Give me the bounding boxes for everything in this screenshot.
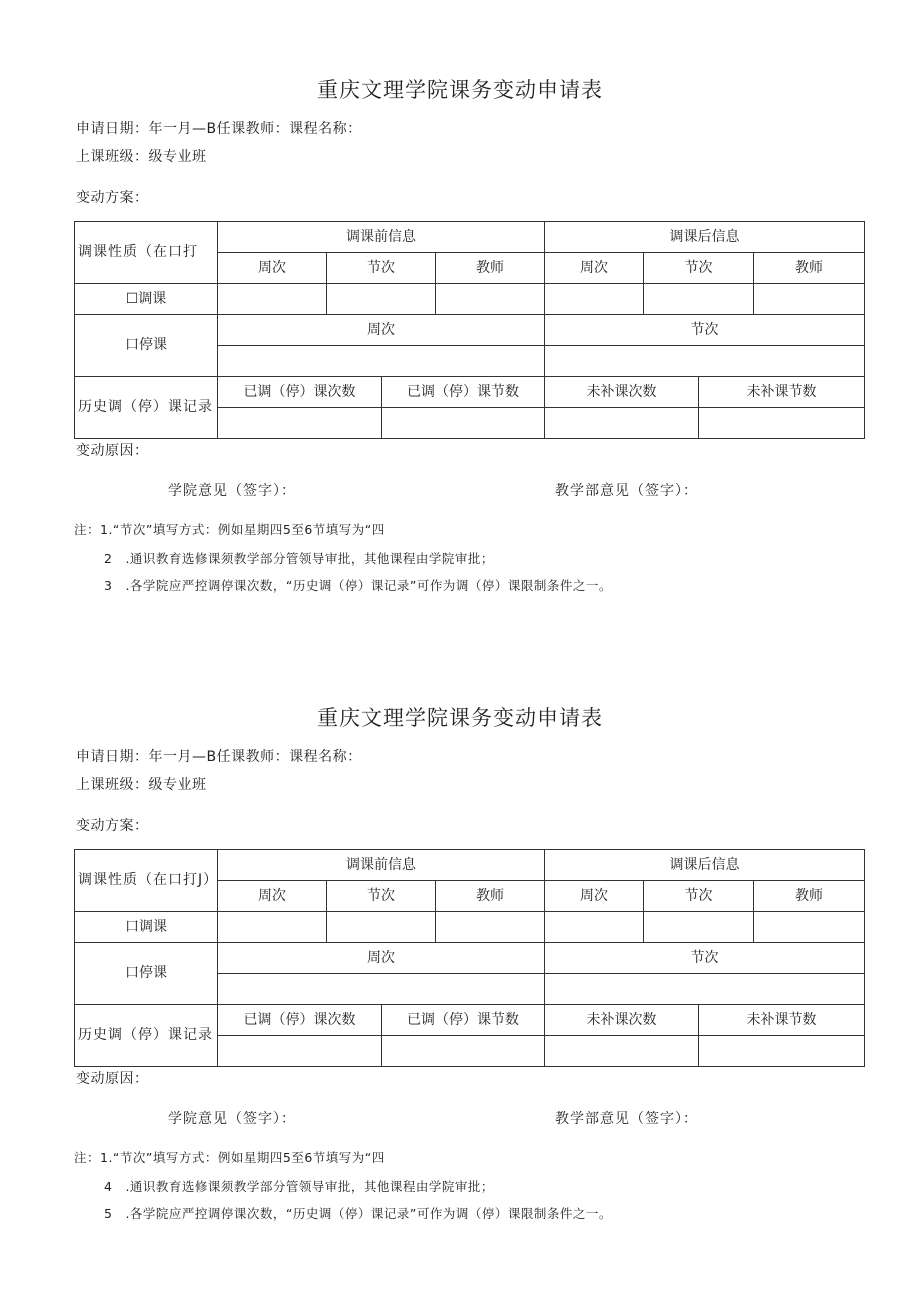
- before-section-cell[interactable]: [327, 912, 436, 943]
- suspend-week-header: 周次: [218, 943, 545, 974]
- application-form-2: [0, 628, 920, 1268]
- suspend-section-header: 节次: [545, 943, 865, 974]
- class-line: 上课班级：级专业班: [76, 149, 207, 165]
- after-week-cell[interactable]: [545, 912, 644, 943]
- after-teacher-cell[interactable]: [754, 284, 865, 315]
- history-unmade-sections-cell[interactable]: [699, 1036, 865, 1067]
- note-2: 4 .通识教育选修课须教学部分管领导审批，其他课程由学院审批；: [104, 1179, 494, 1194]
- suspend-week-cell[interactable]: [218, 346, 545, 377]
- history-unmade-sections-cell[interactable]: [699, 408, 865, 439]
- after-teacher-header: 教师: [754, 881, 865, 912]
- before-teacher-header: 教师: [436, 253, 545, 284]
- after-week-header: 周次: [545, 253, 644, 284]
- history-unmade-times-header: 未补课次数: [545, 1005, 699, 1036]
- reason-label: 变动原因：: [76, 1071, 149, 1087]
- adjust-checkbox-label[interactable]: ☐调课: [75, 284, 218, 315]
- after-section-cell[interactable]: [644, 284, 754, 315]
- history-unmade-times-cell[interactable]: [545, 1036, 699, 1067]
- suspend-section-cell[interactable]: [545, 346, 865, 377]
- adjust-checkbox-label[interactable]: 口调课: [75, 912, 218, 943]
- after-header: 调课后信息: [545, 850, 865, 881]
- change-plan-table: [74, 849, 865, 1067]
- suspend-week-header: 周次: [218, 315, 545, 346]
- teaching-opinion-signature: 教学部意见（签字）：: [555, 483, 698, 499]
- plan-label: 变动方案：: [76, 190, 149, 206]
- history-label: 历史调（停）课记录: [75, 377, 218, 439]
- after-section-header: 节次: [644, 881, 754, 912]
- note-2: 2 .通识教育选修课须教学部分管领导审批，其他课程由学院审批；: [104, 551, 494, 566]
- suspend-checkbox-label[interactable]: 口停课: [75, 943, 218, 1005]
- before-header: 调课前信息: [218, 222, 545, 253]
- note-1: 注：1.“节次”填写方式：例如星期四5至6节填写为“四: [74, 1150, 385, 1165]
- before-week-cell[interactable]: [218, 284, 327, 315]
- history-adjusted-times-header: 已调（停）课次数: [218, 1005, 382, 1036]
- history-unmade-sections-header: 未补课节数: [699, 377, 865, 408]
- before-section-header: 节次: [327, 253, 436, 284]
- application-form-1: [0, 0, 920, 640]
- suspend-section-header: 节次: [545, 315, 865, 346]
- note-3: 5 .各学院应严控调停课次数，“历史调（停）课记录”可作为调（停）课限制条件之一。: [104, 1206, 612, 1221]
- history-adjusted-sections-header: 已调（停）课节数: [382, 377, 545, 408]
- after-week-cell[interactable]: [545, 284, 644, 315]
- nature-header: 调课性质（在口打: [75, 222, 218, 284]
- after-section-cell[interactable]: [644, 912, 754, 943]
- college-opinion-signature: 学院意见（签字）：: [168, 1111, 296, 1127]
- history-adjusted-times-cell[interactable]: [218, 1036, 382, 1067]
- nature-header: 调课性质（在口打J）: [75, 850, 218, 912]
- form-title: 重庆文理学院课务变动申请表: [317, 706, 603, 730]
- suspend-section-cell[interactable]: [545, 974, 865, 1005]
- history-unmade-sections-header: 未补课节数: [699, 1005, 865, 1036]
- before-week-header: 周次: [218, 253, 327, 284]
- before-teacher-header: 教师: [436, 881, 545, 912]
- apply-date-line: 申请日期：年一月—B任课教师：课程名称：: [76, 749, 362, 765]
- after-teacher-cell[interactable]: [754, 912, 865, 943]
- before-week-header: 周次: [218, 881, 327, 912]
- history-unmade-times-cell[interactable]: [545, 408, 699, 439]
- after-section-header: 节次: [644, 253, 754, 284]
- before-week-cell[interactable]: [218, 912, 327, 943]
- college-opinion-signature: 学院意见（签字）：: [168, 483, 296, 499]
- note-3: 3 .各学院应严控调停课次数，“历史调（停）课记录”可作为调（停）课限制条件之一。: [104, 578, 612, 593]
- before-teacher-cell[interactable]: [436, 912, 545, 943]
- suspend-checkbox-label[interactable]: 口停课: [75, 315, 218, 377]
- history-label: 历史调（停）课记录: [75, 1005, 218, 1067]
- before-teacher-cell[interactable]: [436, 284, 545, 315]
- history-adjusted-times-cell[interactable]: [218, 408, 382, 439]
- plan-label: 变动方案：: [76, 818, 149, 834]
- history-adjusted-sections-cell[interactable]: [382, 408, 545, 439]
- before-header: 调课前信息: [218, 850, 545, 881]
- history-adjusted-times-header: 已调（停）课次数: [218, 377, 382, 408]
- before-section-cell[interactable]: [327, 284, 436, 315]
- form-title: 重庆文理学院课务变动申请表: [317, 78, 603, 102]
- suspend-week-cell[interactable]: [218, 974, 545, 1005]
- before-section-header: 节次: [327, 881, 436, 912]
- note-1: 注：1.“节次”填写方式：例如星期四5至6节填写为“四: [74, 522, 385, 537]
- after-header: 调课后信息: [545, 222, 865, 253]
- reason-label: 变动原因：: [76, 443, 149, 459]
- teaching-opinion-signature: 教学部意见（签字）：: [555, 1111, 698, 1127]
- apply-date-line: 申请日期：年一月—B任课教师：课程名称：: [76, 121, 362, 137]
- after-teacher-header: 教师: [754, 253, 865, 284]
- history-adjusted-sections-cell[interactable]: [382, 1036, 545, 1067]
- after-week-header: 周次: [545, 881, 644, 912]
- history-adjusted-sections-header: 已调（停）课节数: [382, 1005, 545, 1036]
- change-plan-table: [74, 221, 865, 439]
- history-unmade-times-header: 未补课次数: [545, 377, 699, 408]
- class-line: 上课班级：级专业班: [76, 777, 207, 793]
